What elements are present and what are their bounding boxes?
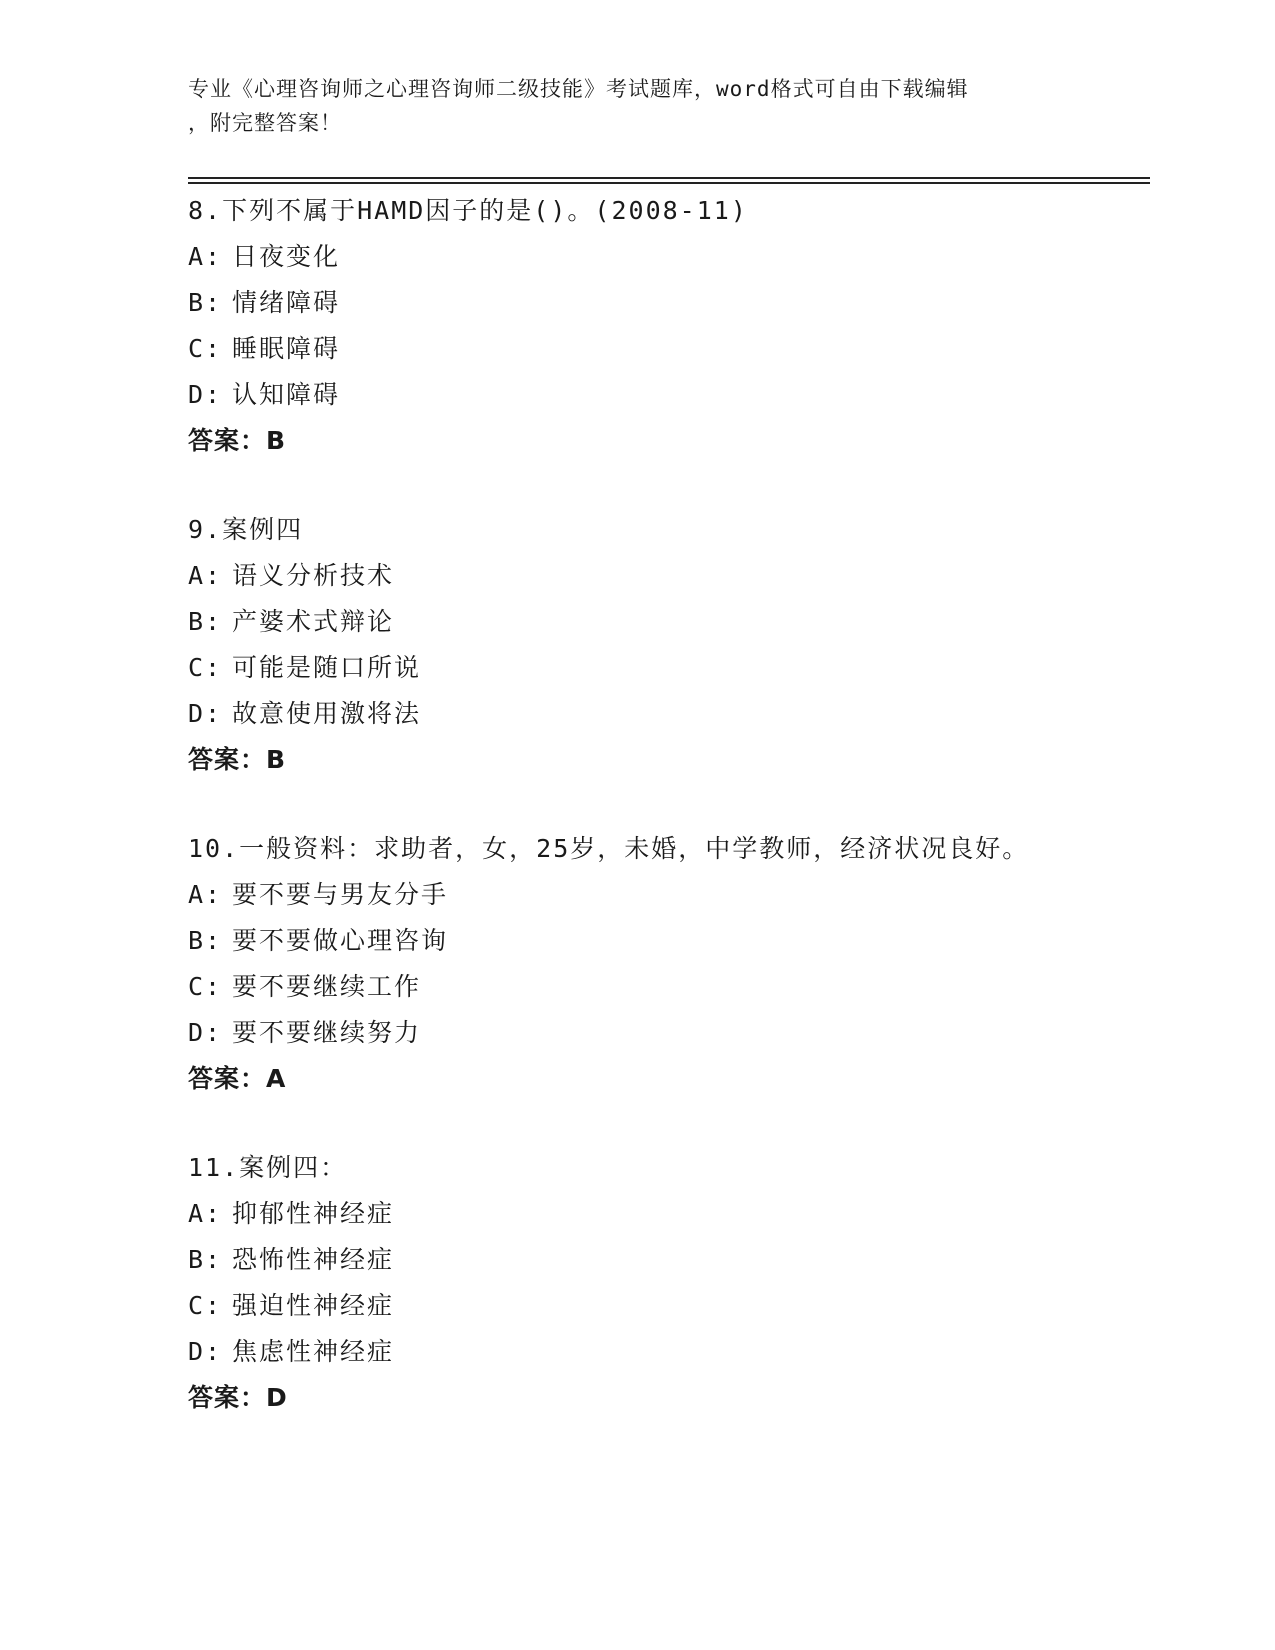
option-c	[188, 964, 1148, 1010]
option-letter: A:	[188, 242, 223, 271]
question-11	[188, 1145, 1148, 1421]
option-d	[188, 691, 1148, 737]
answer-value: B	[266, 426, 287, 455]
option-text: 要不要继续努力	[232, 1018, 422, 1047]
option-letter: C:	[188, 653, 223, 682]
option-letter: B:	[188, 926, 223, 955]
question-stem: 8.下列不属于HAMD因子的是()。(2008-11)	[188, 196, 748, 225]
option-c	[188, 645, 1148, 691]
header-line-1: 专业《心理咨询师之心理咨询师二级技能》考试题库，word格式可自由下载编辑	[188, 77, 969, 101]
answer-line	[188, 418, 1148, 464]
header-divider-top	[188, 177, 1150, 179]
question-10	[188, 826, 1148, 1102]
option-text: 睡眠障碍	[232, 334, 341, 363]
header-line-2: ，附完整答案！	[188, 111, 342, 135]
option-text: 故意使用激将法	[232, 699, 422, 728]
option-b	[188, 280, 1148, 326]
question-stem: 10.一般资料：求助者，女，25岁，未婚，中学教师，经济状况良好。	[188, 834, 1030, 863]
option-letter: B:	[188, 1245, 223, 1274]
option-letter: C:	[188, 972, 223, 1001]
option-letter: A:	[188, 880, 223, 909]
option-text: 情绪障碍	[232, 288, 341, 317]
option-c	[188, 1283, 1148, 1329]
option-text: 焦虑性神经症	[232, 1337, 395, 1366]
document-header	[188, 72, 1068, 140]
option-d	[188, 372, 1148, 418]
answer-line	[188, 1375, 1148, 1421]
option-letter: A:	[188, 1199, 223, 1228]
option-c	[188, 326, 1148, 372]
option-a	[188, 1191, 1148, 1237]
option-letter: B:	[188, 288, 223, 317]
option-letter: A:	[188, 561, 223, 590]
option-b	[188, 599, 1148, 645]
answer-value: B	[266, 745, 287, 774]
question-8	[188, 188, 1148, 464]
option-text: 要不要与男友分手	[232, 880, 449, 909]
answer-label: 答案：	[188, 426, 267, 455]
option-text: 抑郁性神经症	[232, 1199, 395, 1228]
option-text: 要不要做心理咨询	[232, 926, 449, 955]
option-a	[188, 553, 1148, 599]
option-d	[188, 1010, 1148, 1056]
option-b	[188, 918, 1148, 964]
answer-label: 答案：	[188, 1064, 267, 1093]
option-letter: C:	[188, 334, 223, 363]
option-text: 产婆术式辩论	[232, 607, 395, 636]
option-d	[188, 1329, 1148, 1375]
option-letter: D:	[188, 1337, 223, 1366]
answer-label: 答案：	[188, 1383, 267, 1412]
question-9	[188, 507, 1148, 783]
option-text: 语义分析技术	[232, 561, 395, 590]
answer-line	[188, 1056, 1148, 1102]
option-letter: D:	[188, 380, 223, 409]
option-text: 强迫性神经症	[232, 1291, 395, 1320]
option-letter: D:	[188, 699, 223, 728]
option-text: 认知障碍	[232, 380, 341, 409]
option-b	[188, 1237, 1148, 1283]
answer-value: A	[266, 1064, 287, 1093]
option-text: 可能是随口所说	[232, 653, 422, 682]
option-letter: C:	[188, 1291, 223, 1320]
option-text: 要不要继续工作	[232, 972, 422, 1001]
option-letter: B:	[188, 607, 223, 636]
option-letter: D:	[188, 1018, 223, 1047]
answer-label: 答案：	[188, 745, 267, 774]
answer-line	[188, 737, 1148, 783]
header-divider-bottom	[188, 182, 1150, 184]
option-text: 日夜变化	[232, 242, 341, 271]
question-stem: 11.案例四：	[188, 1153, 348, 1182]
option-text: 恐怖性神经症	[232, 1245, 395, 1274]
option-a	[188, 872, 1148, 918]
question-stem: 9.案例四	[188, 515, 304, 544]
option-a	[188, 234, 1148, 280]
answer-value: D	[266, 1383, 288, 1412]
